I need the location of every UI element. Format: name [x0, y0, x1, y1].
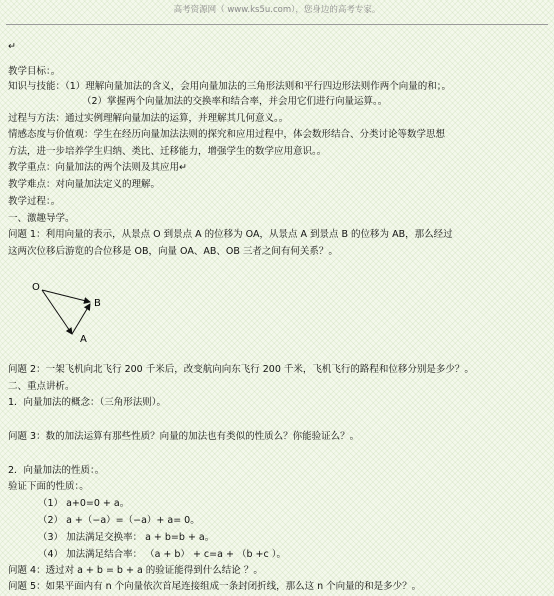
label-o: O	[32, 282, 40, 293]
question-4: 问题 4：透过对 a + b = b + a 的验证能得到什么结论 ？。	[8, 565, 263, 576]
question-3: 问题 3：数的加法运算有那些性质？向量的加法也有类似的性质么？你能验证么？。	[8, 431, 360, 442]
goal-knowledge: 知识与技能：（1）理解向量加法的含义，会用向量加法的三角形法则和平行四边形法则作两个向量的和；。	[8, 81, 452, 92]
goal-title: 教学目标：。	[8, 66, 61, 77]
section-2-title: 二、重点讲析。	[8, 381, 75, 392]
key-points: 教学重点：向量加法的两个法则及其应用↵	[8, 162, 187, 173]
blank-line: ↵	[8, 41, 16, 52]
goal-process: 过程与方法：通过实例理解向量加法的运算，并理解其几何意义。。	[8, 113, 289, 124]
properties-heading: 2．向量加法的性质：。	[8, 465, 105, 476]
goal-attitude: 情感态度与价值观：学生在经历向量加法法则的探究和应用过程中，体会数形结合、分类讨论等数学思想	[8, 129, 446, 140]
property-1: （1） a+0=0 + a。	[38, 498, 130, 509]
question-1-line-2: 这两次位移后游览的合位移是 OB，向量 OA、AB、OB 三者之间有何关系？。	[8, 246, 338, 257]
label-b: B	[94, 298, 101, 309]
header-text: 高考资源网（ www.ks5u.com），您身边的高考专家。	[173, 5, 381, 15]
verify-heading: 验证下面的性质：。	[8, 481, 89, 492]
process-title: 教学过程：。	[8, 196, 61, 207]
question-1-line-1: 问题 1：利用向量的表示，从景点 O 到景点 A 的位移为 OA，从景点 A 到景点 B 的位移为 AB，那么经过	[8, 229, 453, 240]
question-5: 问题 5：如果平面内有 n 个向量依次首尾连接组成一条封闭折线，那么这 n 个向量的和是多少？。	[8, 581, 422, 592]
property-3: （3） 加法满足交换率： a + b=b + a。	[38, 532, 215, 543]
section-1-title: 一、激趣导学。	[8, 213, 75, 224]
difficulties: 教学难点：对向量加法定义的理解。	[8, 179, 161, 190]
page-header	[0, 0, 554, 26]
vector-triangle-figure	[28, 276, 118, 348]
header-rule	[6, 24, 548, 25]
goal-knowledge-2: （2）掌握两个向量加法的交换率和结合率，并会用它们进行向量运算。。	[82, 96, 388, 107]
goal-attitude-2: 方法，进一步培养学生归纳、类比、迁移能力，增强学生的数学应用意识。。	[8, 146, 327, 157]
label-a: A	[80, 334, 87, 345]
vector-ab	[72, 304, 90, 334]
question-2: 问题 2：一架飞机向北飞行 200 千米后，改变航向向东飞行 200 千米，飞机飞行的路程和位移分别是多少？。	[8, 364, 474, 375]
property-4: （4） 加法满足结合率： （a + b） + c=a + （b +c ）。	[38, 549, 286, 560]
definition-heading: 1．向量加法的概念：（三角形法则）。	[8, 397, 167, 408]
property-2: （2） a +（−a）=（−a）+ a= 0。	[38, 515, 200, 526]
